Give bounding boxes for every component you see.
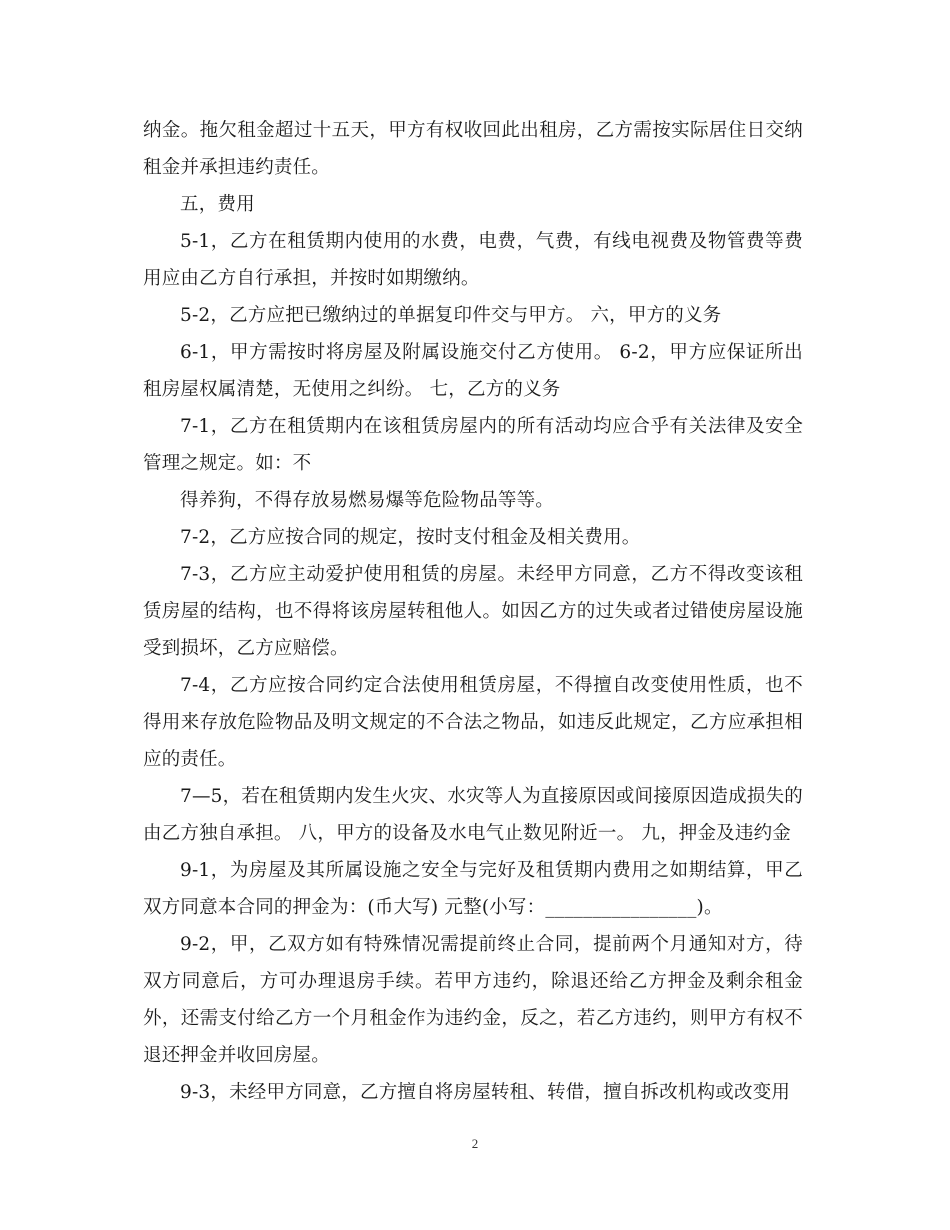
clause-7-2: 7-2，乙方应按合同的规定，按时支付租金及相关费用。 (180, 527, 641, 548)
clause-7-1: 7-1，乙方在租赁期内在该租赁房屋内的所有活动均应合乎有关法律及安全管理之规定。如：不 (143, 416, 803, 474)
clause-5-2: 5-2，乙方应把已缴纳过的单据复印件交与甲方。 六，甲方的义务 (180, 305, 722, 326)
document-body (143, 112, 803, 1111)
section-heading-fees: 五，费用 (180, 194, 255, 215)
paragraph-continuation: 纳金。拖欠租金超过十五天，甲方有权收回此出租房，乙方需按实际居住日交纳租金并承担违约责任。 (143, 120, 803, 178)
clause-7-5: 7—5，若在租赁期内发生火灾、水灾等人为直接原因或间接原因造成损失的由乙方独自承担。 八，甲方的设备及水电气止数见附近一。 九，押金及违约金 (143, 786, 803, 844)
clause-6-1: 6-1，甲方需按时将房屋及附属设施交付乙方使用。 6-2，甲方应保证所出租房屋权属清楚，无使用之纠纷。 七，乙方的义务 (143, 342, 803, 400)
clause-9-2: 9-2，甲，乙双方如有特殊情况需提前终止合同，提前两个月通知对方，待双方同意后，方可办理退房手续。若甲方违约，除退还给乙方押金及剩余租金外，还需支付给乙方一个月租金作为违约金，反之，若乙方违约，则甲方有权不退还押金并收回房屋。 (143, 934, 803, 1066)
page-number: 2 (471, 1136, 479, 1151)
clause-7-4: 7-4，乙方应按合同约定合法使用租赁房屋，不得擅自改变使用性质，也不得用来存放危险物品及明文规定的不合法之物品，如违反此规定，乙方应承担相应的责任。 (143, 675, 803, 770)
clause-7-3: 7-3，乙方应主动爱护使用租赁的房屋。未经甲方同意，乙方不得改变该租赁房屋的结构，也不得将该房屋转租他人。如因乙方的过失或者过错使房屋设施受到损坏，乙方应赔偿。 (143, 564, 803, 659)
clause-9-3: 9-3，未经甲方同意，乙方擅自将房屋转租、转借，擅自拆改机构或改变用 (180, 1082, 791, 1103)
clause-9-1: 9-1，为房屋及其所属设施之安全与完好及租赁期内费用之如期结算，甲乙双方同意本合同的押金为：(币大写) 元整(小写：________________)。 (143, 860, 803, 918)
clause-5-1: 5-1，乙方在租赁期内使用的水费，电费，气费，有线电视费及物管费等费用应由乙方自行承担，并按时如期缴纳。 (143, 231, 803, 289)
clause-7-1-continued: 得养狗，不得存放易燃易爆等危险物品等等。 (180, 490, 555, 511)
